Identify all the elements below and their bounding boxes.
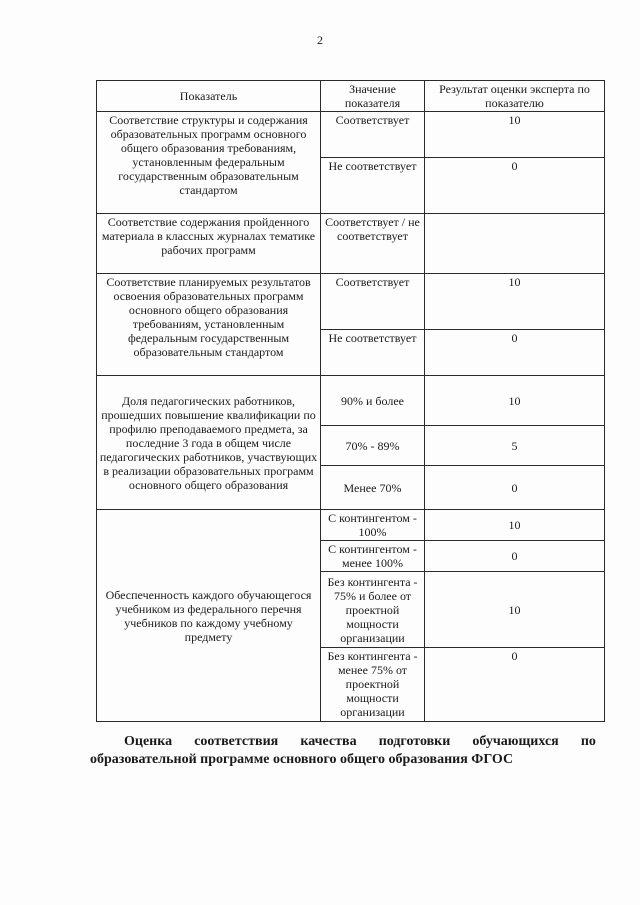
value-cell: Не соответствует (321, 158, 425, 214)
value-cell: Менее 70% (321, 466, 425, 510)
value-cell: Без контингента - 75% и более от проектной мощности организации (321, 572, 425, 648)
value-cell: 70% - 89% (321, 426, 425, 466)
page-number: 2 (317, 33, 323, 47)
result-cell: 10 (425, 510, 605, 541)
value-cell: Соответствует (321, 274, 425, 330)
heading-line-2: образовательной программе основного общего образования ФГОС (90, 752, 514, 767)
table-row (97, 274, 605, 330)
indicator-cell: Обеспеченность каждого обучающегося учебником из федерального перечня учебников по каждому учебному предмету (97, 510, 321, 722)
criteria-table (96, 80, 605, 722)
result-cell: 10 (425, 376, 605, 426)
value-cell: Соответствует (321, 112, 425, 158)
value-cell: Не соответствует (321, 330, 425, 376)
heading-word: Оценка (124, 734, 173, 749)
value-cell: 90% и более (321, 376, 425, 426)
result-cell: 10 (425, 572, 605, 648)
result-cell (425, 214, 605, 274)
heading-word: подготовки (378, 734, 451, 749)
table-row (97, 376, 605, 426)
result-cell: 0 (425, 541, 605, 572)
heading-word: обучающихся (472, 734, 559, 749)
heading-line-1 (90, 733, 596, 751)
table-row (97, 214, 605, 274)
result-cell: 0 (425, 648, 605, 722)
result-cell: 10 (425, 112, 605, 158)
header-result: Результат оценки эксперта по показателю (425, 81, 605, 112)
heading-word: качества (300, 734, 357, 749)
result-cell: 5 (425, 426, 605, 466)
result-cell: 10 (425, 274, 605, 330)
result-cell: 0 (425, 466, 605, 510)
header-value: Значение показателя (321, 81, 425, 112)
indicator-cell: Соответствие структуры и содержания образовательных программ основного общего образования требованиям, установленным федеральным государственным образовательным стандартом (97, 112, 321, 214)
header-indicator: Показатель (97, 81, 321, 112)
indicator-cell: Соответствие содержания пройденного материала в классных журналах тематике рабочих программ (97, 214, 321, 274)
table-row (97, 510, 605, 541)
value-cell: С контингентом - менее 100% (321, 541, 425, 572)
result-cell: 0 (425, 158, 605, 214)
value-cell: Без контингента - менее 75% от проектной мощности организации (321, 648, 425, 722)
section-heading (90, 733, 596, 769)
value-cell: Соответствует / не соответствует (321, 214, 425, 274)
indicator-cell: Доля педагогических работников, прошедших повышение квалификации по профилю преподаваемого предмета, за последние 3 года в общем числе педагогических работников, участвующих в реализации образовательных программ основного общего образования (97, 376, 321, 510)
value-cell: С контингентом - 100% (321, 510, 425, 541)
indicator-cell: Соответствие планируемых результатов освоения образовательных программ основного общего образования требованиям, установленным федеральным государственным образовательным стандартом (97, 274, 321, 376)
result-cell: 0 (425, 330, 605, 376)
heading-word: по (580, 734, 596, 749)
heading-word: соответствия (194, 734, 279, 749)
table-header-row (97, 81, 605, 112)
table-row (97, 112, 605, 158)
